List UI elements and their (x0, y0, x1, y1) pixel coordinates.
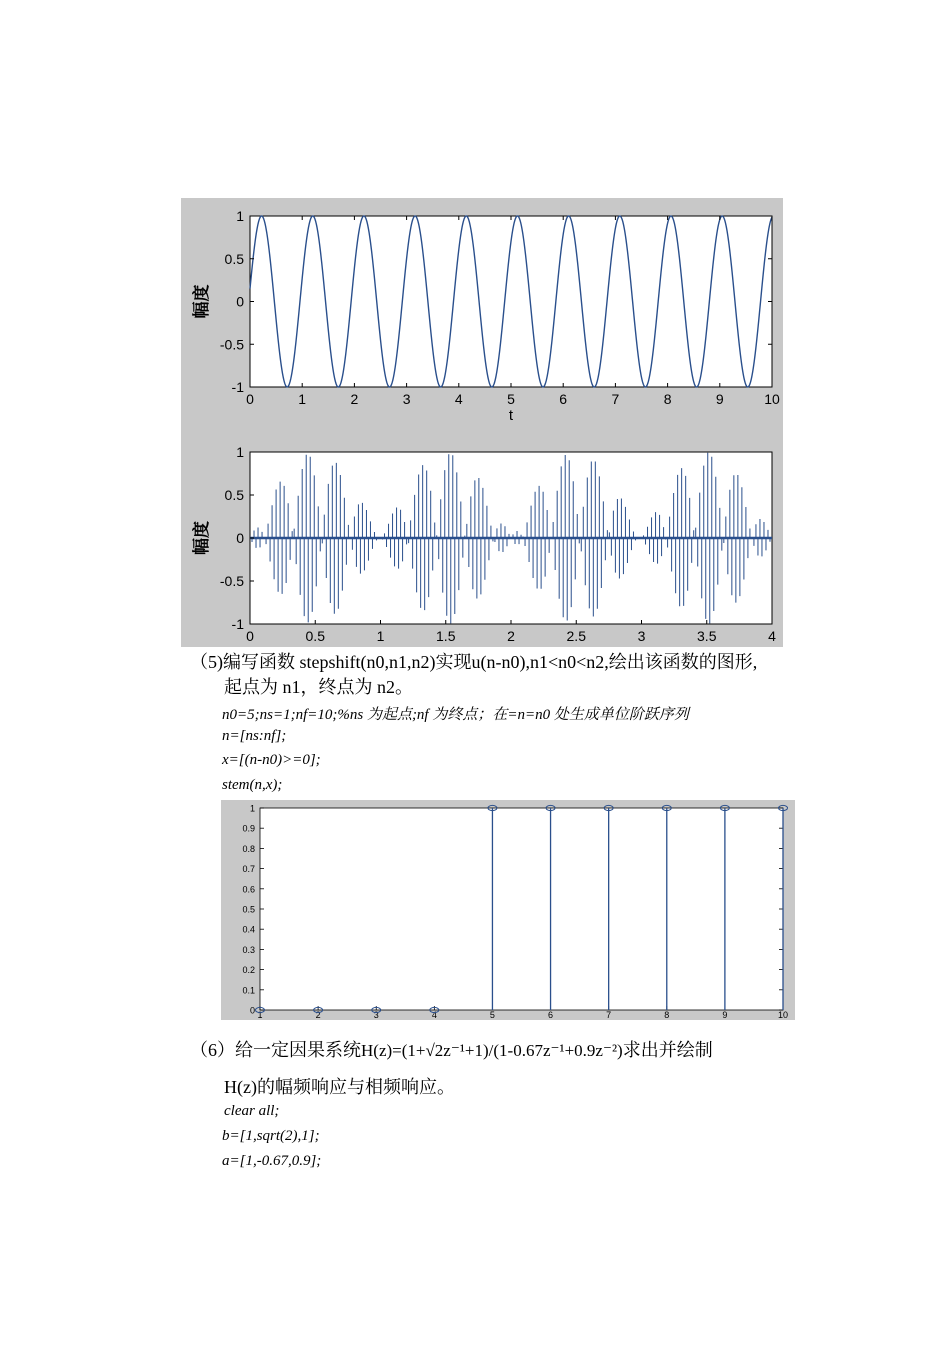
stem-plot-y-tick-label: 0.2 (242, 965, 255, 976)
top-plot-x-tick-label: 6 (559, 391, 568, 407)
section5-code-line-2: n=[ns:nf]; (222, 728, 287, 744)
bottom-plot-x-tick-label: 0 (246, 628, 254, 644)
stem-plot-y-tick-label: 0.9 (242, 823, 255, 834)
top-plot-x-tick-label: 8 (663, 391, 672, 407)
top-plot-x-tick-label: 9 (715, 391, 724, 407)
stem-plot-y-tick-label: 0.8 (242, 843, 255, 854)
top-plot-y-tick-label: -0.5 (219, 336, 244, 353)
bottom-plot-y-tick-label: -1 (231, 616, 244, 632)
stem-plot-x-tick-label: 3 (373, 1010, 379, 1020)
stem-plot-x-tick-label: 1 (257, 1010, 263, 1020)
section5-line1: （5)编写函数 stepshift(n0,n1,n2)实现u(n-n0),n1<n0<n2,绘出该函数的图形, (190, 652, 758, 672)
stem-plot-x-tick-label: 4 (431, 1010, 437, 1020)
section6-code-line-2: b=[1,sqrt(2),1]; (222, 1128, 320, 1144)
section5-code-line-3: x=[(n-n0)>=0]; (222, 752, 321, 768)
stem-plot-x-tick-label: 9 (722, 1010, 728, 1020)
stem-plot-x-tick-label: 2 (315, 1010, 321, 1020)
section6-code-line-1: clear all; (224, 1103, 280, 1119)
bottom-plot-x-tick-label: 2 (507, 628, 515, 644)
section6-line2: H(z)的幅频响应与相频响应。 (224, 1077, 455, 1097)
stem-plot-y-tick-label: 0.6 (242, 884, 255, 895)
figure-1 (181, 198, 783, 647)
section5-code-line-4: stem(n,x); (222, 777, 283, 793)
bottom-plot-x-tick-label: 3.5 (697, 628, 717, 644)
bottom-plot-x-tick-label: 4 (768, 628, 776, 644)
stem-plot-y-tick-label: 0.4 (242, 924, 255, 935)
stem-plot-y-tick-label: 0 (249, 1005, 255, 1016)
stem-plot-x-tick-label: 10 (777, 1010, 789, 1020)
bottom-plot-x-tick-label: 1.5 (436, 628, 456, 644)
top-plot-x-tick-label: 5 (507, 391, 515, 407)
bottom-plot-y-tick-label: 1 (236, 444, 244, 460)
top-plot-y-tick-label: -1 (231, 379, 244, 395)
figure-2-canvas (221, 800, 795, 1020)
section6-prefix: （6）给一定因果系统 (190, 1040, 361, 1060)
bottom-plot-y-tick-label: 0 (236, 530, 244, 546)
bottom-plot-y-label: 幅度 (192, 521, 211, 555)
section6-suffix: 求出并绘制 (622, 1040, 713, 1060)
top-plot-x-label: t (508, 407, 514, 424)
stem-plot-y-tick-label: 1 (249, 803, 255, 814)
top-plot-y-tick-label: 0 (236, 293, 244, 310)
stem-plot-y-tick-label: 0.5 (242, 904, 255, 915)
stem-plot-y-tick-label: 0.7 (242, 864, 255, 875)
top-plot-x-tick-label: 10 (764, 391, 780, 407)
stem-plot-x-tick-label: 7 (606, 1010, 612, 1020)
top-plot-y-tick-label: 1 (236, 208, 244, 224)
bottom-plot-x-tick-label: 2.5 (566, 628, 586, 644)
stem-plot-x-tick-label: 5 (489, 1010, 495, 1020)
top-plot-y-label: 幅度 (192, 284, 211, 319)
figure-2 (221, 800, 795, 1020)
stem-plot-area (260, 808, 783, 1010)
figure-1-canvas (181, 198, 783, 647)
section5-line2: 起点为 n1，终点为 n2。 (224, 677, 413, 697)
section6-formula: H(z)=(1+√2z⁻¹+1)/(1-0.67z⁻¹+0.9z⁻²) (361, 1041, 623, 1060)
stem-plot-y-tick-label: 0.1 (242, 985, 255, 996)
top-plot-x-tick-label: 4 (454, 391, 463, 407)
top-plot-y-tick-label: 0.5 (224, 250, 244, 267)
bottom-plot-y-tick-label: 0.5 (224, 487, 244, 503)
top-plot-x-tick-label: 7 (611, 391, 620, 407)
top-plot-x-tick-label: 0 (246, 391, 254, 407)
section6-code-line-3: a=[1,-0.67,0.9]; (222, 1153, 322, 1169)
stem-plot-x-tick-label: 6 (548, 1010, 554, 1020)
section5-code-line-1: n0=5;ns=1;nf=10;%ns 为起点;nf 为终点；在=n=n0 处生成单位阶跃序列 (222, 707, 689, 723)
top-plot-x-tick-label: 3 (402, 391, 411, 407)
bottom-plot-x-tick-label: 0.5 (305, 628, 325, 644)
top-plot-x-tick-label: 2 (350, 391, 359, 407)
bottom-plot-y-tick-label: -0.5 (219, 573, 244, 589)
top-plot-x-tick-label: 1 (298, 391, 307, 407)
bottom-plot-x-tick-label: 1 (376, 628, 385, 644)
stem-plot-y-tick-label: 0.3 (242, 944, 255, 955)
section6-line1 (190, 1038, 713, 1063)
bottom-plot-x-tick-label: 3 (637, 628, 646, 644)
stem-plot-x-tick-label: 8 (664, 1010, 670, 1020)
